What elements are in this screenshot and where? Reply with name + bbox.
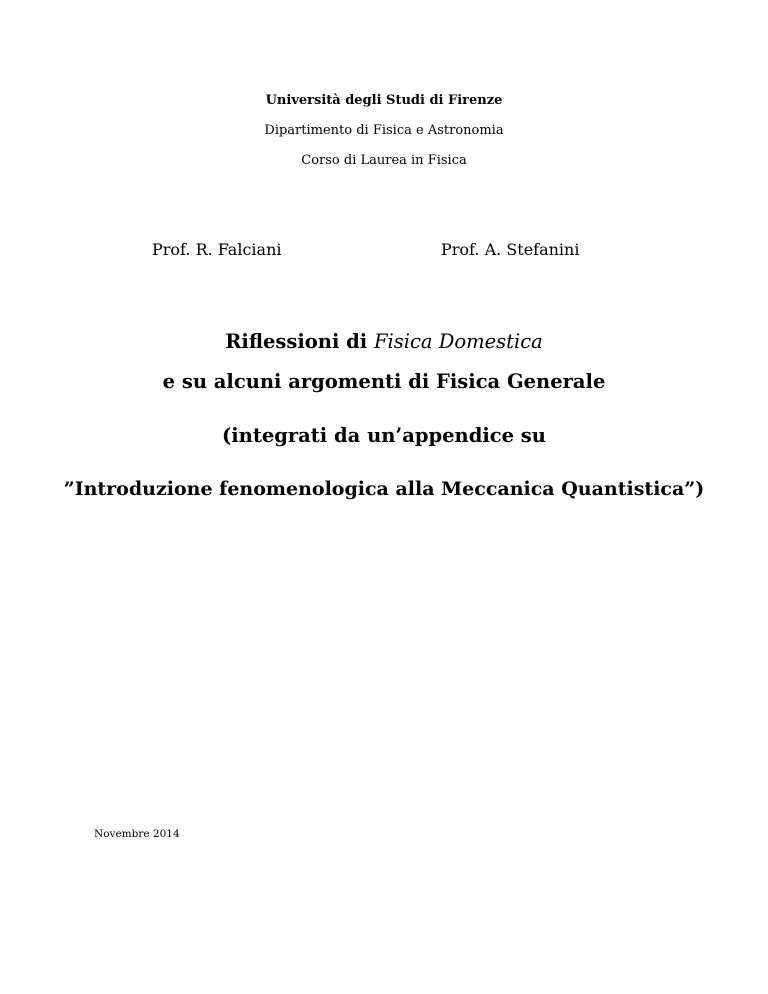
author-left: Prof. R. Falciani: [152, 240, 282, 259]
title-line-1: [0, 330, 768, 353]
author-right: Prof. A. Stefanini: [441, 240, 580, 259]
publication-date: Novembre 2014: [94, 828, 180, 840]
title-italic-part: Fisica Domestica: [373, 330, 543, 353]
title-bold-part: Riflessioni di: [225, 330, 368, 353]
course-name: Corso di Laurea in Fisica: [301, 153, 467, 168]
department-name: Dipartimento di Fisica e Astronomia: [264, 123, 504, 138]
title-line-3: (integrati da un’appendice su: [222, 424, 546, 447]
university-name: Università degli Studi di Firenze: [265, 93, 503, 108]
title-line-2: e su alcuni argomenti di Fisica Generale: [162, 370, 606, 393]
title-line-4: ”Introduzione fenomenologica alla Meccanica Quantistica”): [63, 478, 705, 500]
